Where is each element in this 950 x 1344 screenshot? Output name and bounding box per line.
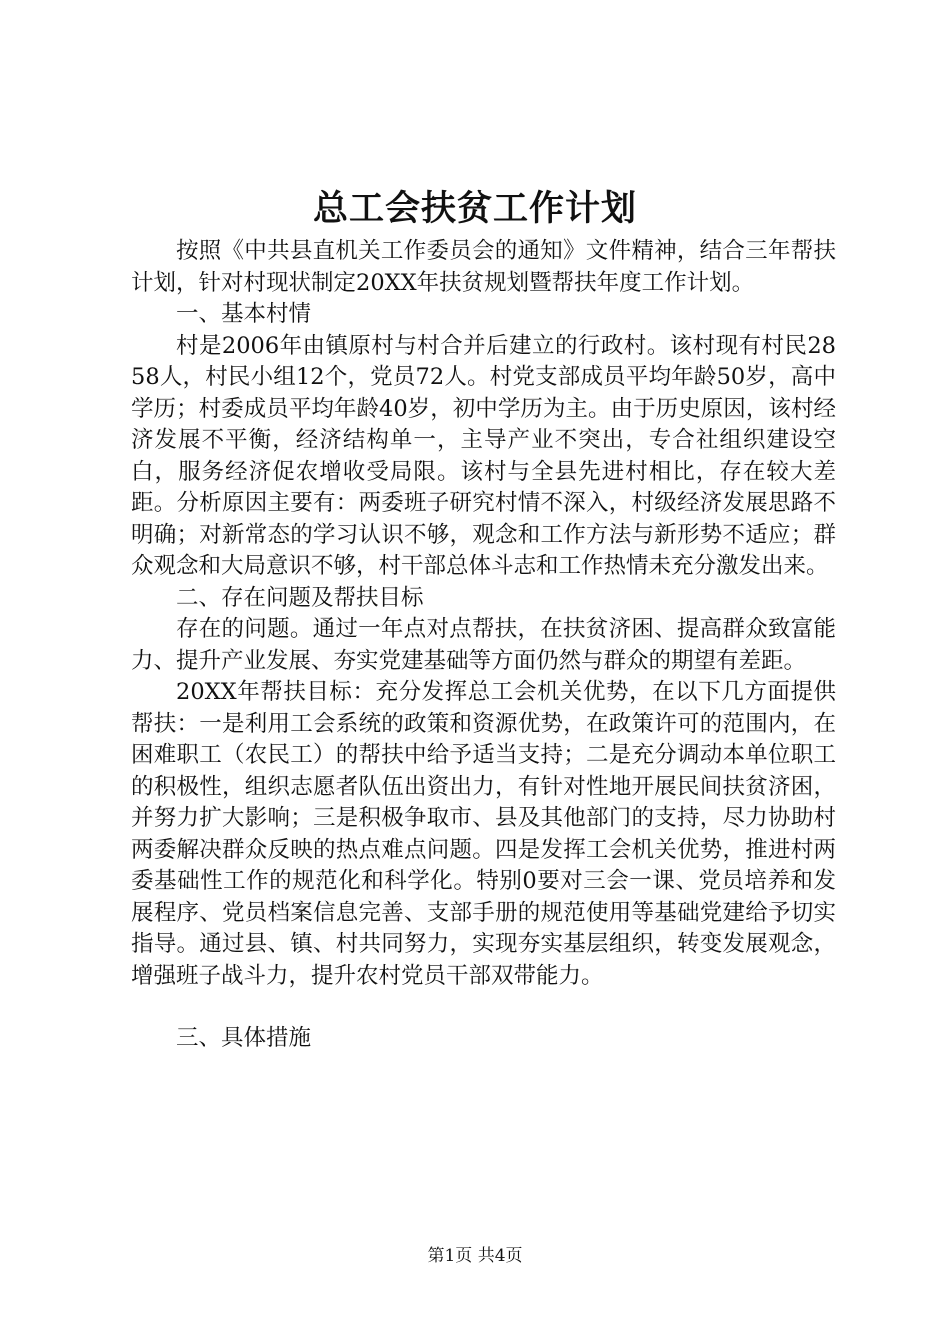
section-heading-basic-info: 一、基本村情 bbox=[176, 301, 312, 327]
document-body bbox=[131, 236, 836, 1055]
blank-line bbox=[131, 992, 836, 1023]
page-footer: 第1页 共4页 bbox=[427, 1246, 523, 1266]
section-heading-measures: 三、具体措施 bbox=[176, 1025, 312, 1051]
basic-info-paragraph: 村是2006年由镇原村与村合并后建立的行政村。该村现有村民2858人，村民小组12个，党员72人。村党支部成员平均年龄50岁，高中学历；村委成员平均年龄40岁，初中学历为主。由于历史原因，该村经济发展不平衡，经济结构单一，主导产业不突出，专合社组织建设空白，服务经济促农增收受局限。该村与全县先进村相比，存在较大差距。分析原因主要有：两委班子研究村情不深入，村级经济发展思路不明确；对新常态的学习认识不够，观念和工作方法与新形势不适应；群众观念和大局意识不够，村干部总体斗志和工作热情未充分激发出来。 bbox=[131, 332, 836, 579]
document-title: 总工会扶贫工作计划 bbox=[312, 188, 637, 229]
section-heading-problems-goals: 二、存在问题及帮扶目标 bbox=[176, 584, 424, 611]
problems-paragraph: 存在的问题。通过一年点对点帮扶，在扶贫济困、提高群众致富能力、提升产业发展、夯实党建基础等方面仍然与群众的期望有差距。 bbox=[131, 616, 836, 674]
intro-paragraph: 按照《中共县直机关工作委员会的通知》文件精神，结合三年帮扶计划，针对村现状制定20XX年扶贫规划暨帮扶年度工作计划。 bbox=[131, 238, 836, 296]
goals-paragraph: 20XX年帮扶目标：充分发挥总工会机关优势，在以下几方面提供帮扶：一是利用工会系统的政策和资源优势，在政策许可的范围内，在困难职工（农民工）的帮扶中给予适当支持；二是充分调动本单位职工的积极性，组织志愿者队伍出资出力，有针对性地开展民间扶贫济困，并努力扩大影响；三是积极争取市、县及其他部门的支持，尽力协助村两委解决群众反映的热点难点问题。四是发挥工会机关优势，推进村两委基础性工作的规范化和科学化。特别0要对三会一课、党员培养和发展程序、党员档案信息完善、支部手册的规范使用等基础党建给予切实指导。通过县、镇、村共同努力，实现夯实基层组织，转变发展观念，增强班子战斗力，提升农村党员干部双带能力。 bbox=[131, 679, 836, 989]
